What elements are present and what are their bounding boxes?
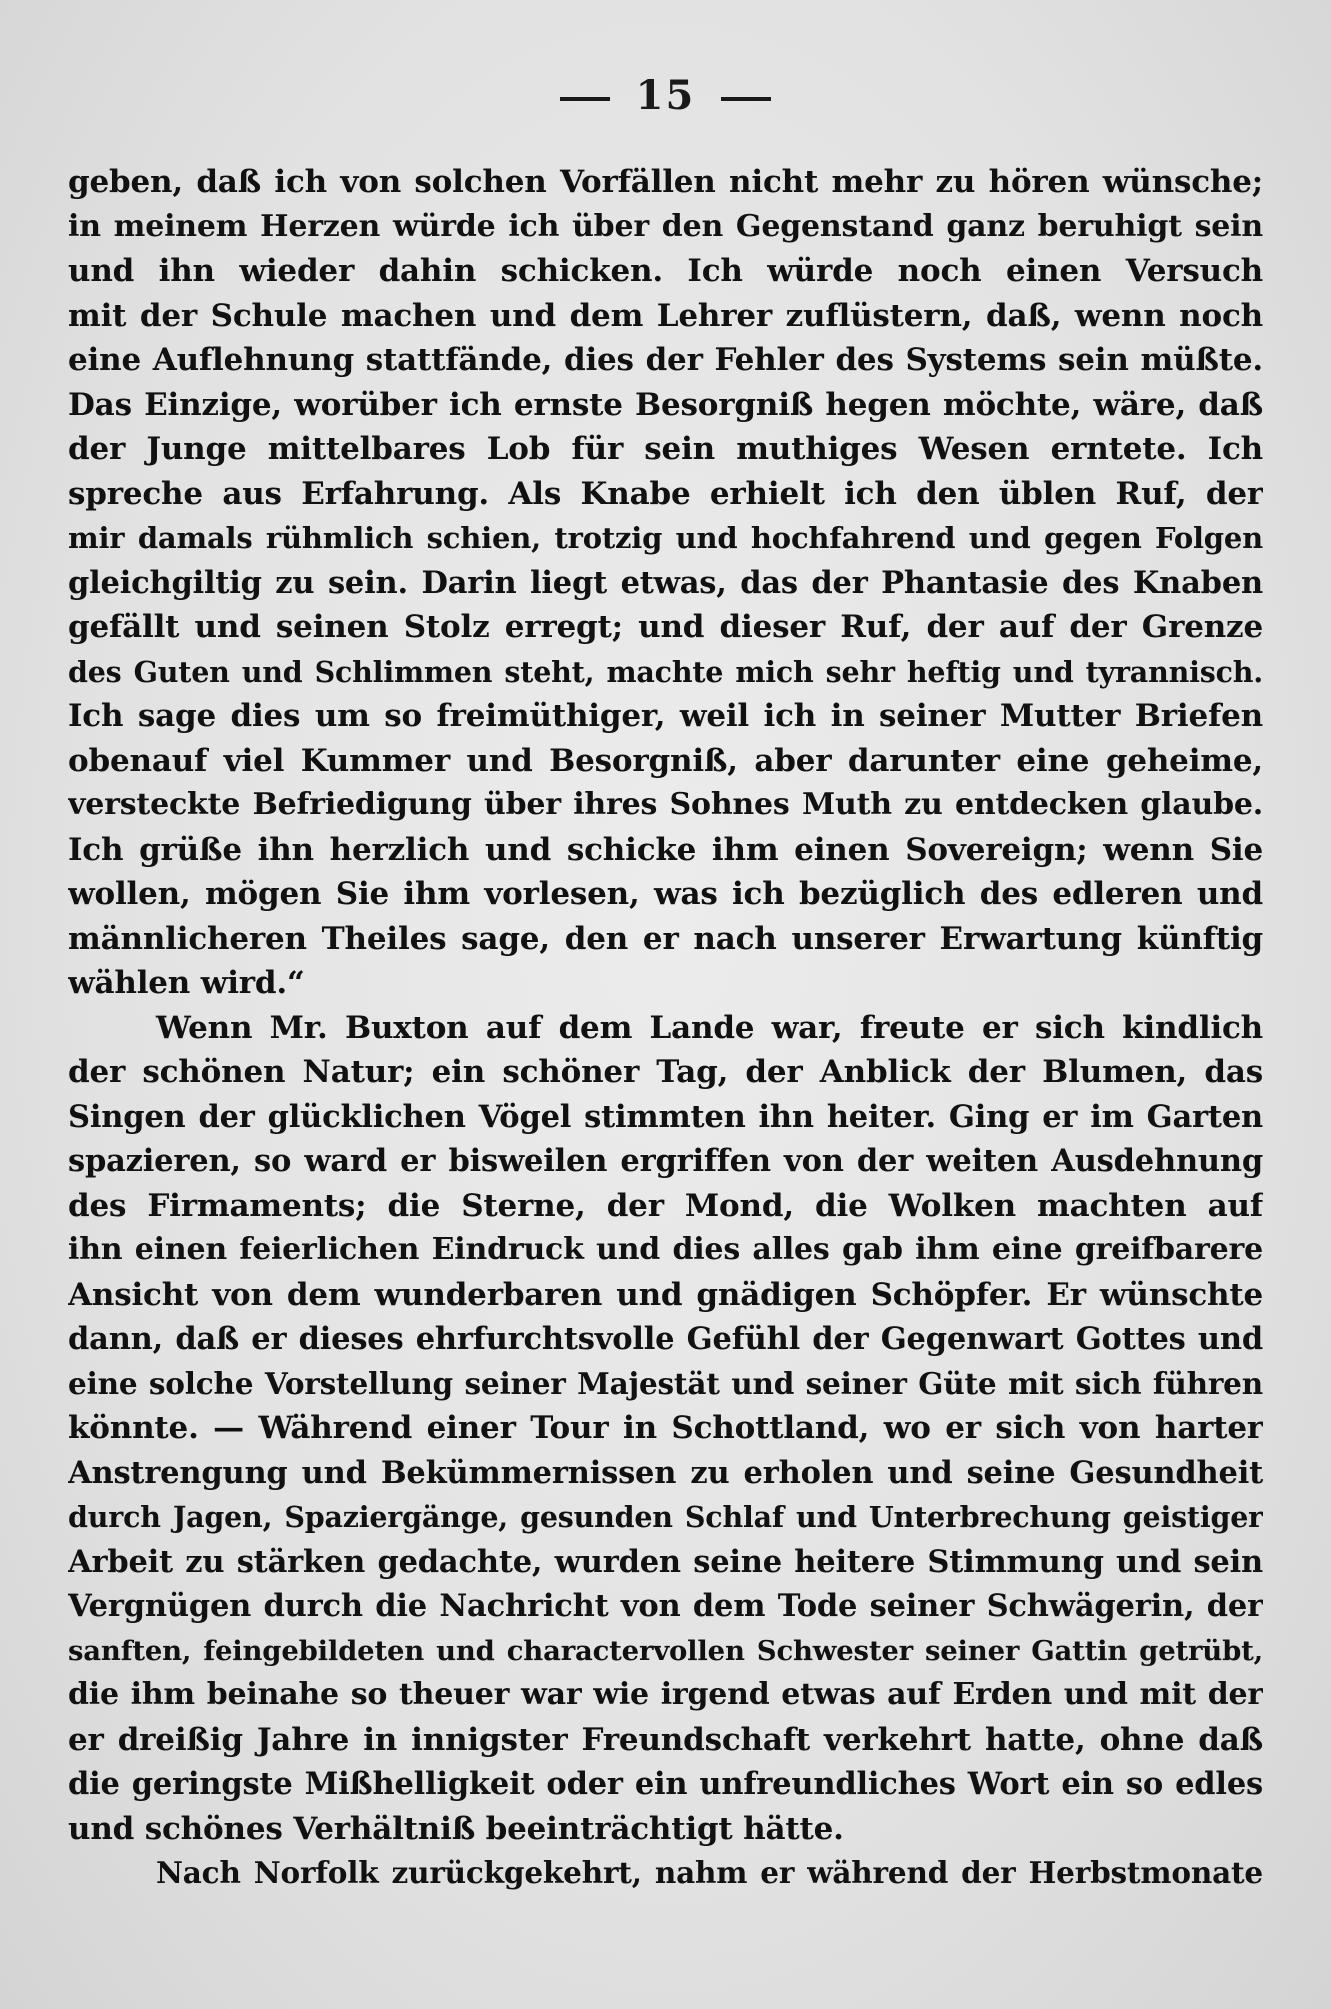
text-line: er dreißig Jahre in innigster Freundschaft verkehrt hatte, ohne daß — [68, 1721, 1263, 1758]
text-line: wählen wird.“ — [68, 965, 305, 1001]
text-line: dann, daß er dieses ehrfurchtsvolle Gefühl der Gegenwart Gottes und — [68, 1321, 1263, 1357]
text-line: Arbeit zu stärken gedachte, wurden seine heitere Stimmung und sein — [68, 1543, 1263, 1580]
text-line: Wenn Mr. Buxton auf dem Lande war, freute er sich kindlich — [156, 1009, 1263, 1046]
text-line: des Firmaments; die Sterne, der Mond, die Wolken machten auf — [68, 1187, 1263, 1224]
text-line: gefällt und seinen Stolz erregt; und dieser Ruf, der auf der Grenze — [68, 609, 1263, 645]
text-line: Singen der glücklichen Vögel stimmten ihn heiter. Ging er im Garten — [68, 1098, 1263, 1135]
page-number-header — [0, 72, 1331, 119]
text-line: mir damals rühmlich schien, trotzig und hochfahrend und gegen Folgen — [68, 521, 1263, 555]
text-line: spazieren, so ward er bisweilen ergriffen von der weiten Ausdehnung — [68, 1143, 1263, 1179]
text-line: wollen, mögen Sie ihm vorlesen, was ich bezüglich des edleren und — [68, 876, 1263, 912]
page-number: 15 — [635, 72, 696, 119]
text-line: versteckte Befriedigung über ihres Sohnes Muth zu entdecken glaube. — [68, 787, 1263, 822]
text-line: Nach Norfolk zurückgekehrt, nahm er während der Herbstmonate — [156, 1855, 1263, 1890]
text-line: geben, daß ich von solchen Vorfällen nicht mehr zu hören wünsche; — [68, 164, 1263, 200]
text-line: könnte. — Während einer Tour in Schottland, wo er sich von harter — [68, 1410, 1263, 1446]
body-text — [68, 160, 1263, 1896]
text-line: eine Auflehnung stattfände, dies der Fehler des Systems sein müßte. — [68, 342, 1263, 378]
text-line: Das Einzige, worüber ich ernste Besorgniß hegen möchte, wäre, daß — [68, 386, 1263, 423]
text-line: und ihn wieder dahin schicken. Ich würde noch einen Versuch — [68, 253, 1263, 289]
text-line: sanften, feingebildeten und charactervollen Schwester seiner Gattin getrübt, — [68, 1634, 1263, 1667]
text-line: Anstrengung und Bekümmernissen zu erholen und seine Gesundheit — [68, 1454, 1263, 1491]
text-line: obenauf viel Kummer und Besorgniß, aber darunter eine geheime, — [68, 742, 1263, 779]
text-line: der Junge mittelbares Lob für sein muthiges Wesen erntete. Ich — [68, 431, 1263, 467]
text-line: die ihm beinahe so theuer war wie irgend etwas auf Erden und mit der — [68, 1677, 1263, 1712]
text-line: spreche aus Erfahrung. Als Knabe erhielt ich den üblen Ruf, der — [68, 475, 1263, 512]
text-line: Vergnügen durch die Nachricht von dem Tode seiner Schwägerin, der — [68, 1588, 1263, 1624]
text-line: in meinem Herzen würde ich über den Gegenstand ganz beruhigt sein — [68, 208, 1263, 244]
text-line: eine solche Vorstellung seiner Majestät und seiner Güte mit sich führen — [68, 1365, 1263, 1401]
text-line: Ich sage dies um so freimüthiger, weil ich in seiner Mutter Briefen — [68, 698, 1263, 734]
right-dash — [721, 97, 771, 101]
text-line: durch Jagen, Spaziergänge, gesunden Schlaf und Unterbrechung geistiger — [68, 1500, 1263, 1534]
left-dash — [560, 97, 610, 101]
text-line: Ich grüße ihn herzlich und schicke ihm einen Sovereign; wenn Sie — [68, 831, 1263, 868]
text-line: und schönes Verhältniß beeinträchtigt hätte. — [68, 1810, 844, 1847]
text-line: gleichgiltig zu sein. Darin liegt etwas, das der Phantasie des Knaben — [68, 564, 1263, 601]
text-line: des Guten und Schlimmen steht, machte mich sehr heftig und tyrannisch. — [68, 654, 1263, 689]
text-line: männlicheren Theiles sage, den er nach unserer Erwartung künftig — [68, 920, 1263, 957]
text-line: ihn einen feierlichen Eindruck und dies alles gab ihm eine greifbarere — [68, 1232, 1263, 1267]
text-line: der schönen Natur; ein schöner Tag, der Anblick der Blumen, das — [68, 1054, 1263, 1090]
text-line: mit der Schule machen und dem Lehrer zuflüstern, daß, wenn noch — [68, 297, 1263, 334]
text-line: die geringste Mißhelligkeit oder ein unfreundliches Wort ein so edles — [68, 1766, 1263, 1802]
text-line: Ansicht von dem wunderbaren und gnädigen Schöpfer. Er wünschte — [68, 1276, 1263, 1313]
